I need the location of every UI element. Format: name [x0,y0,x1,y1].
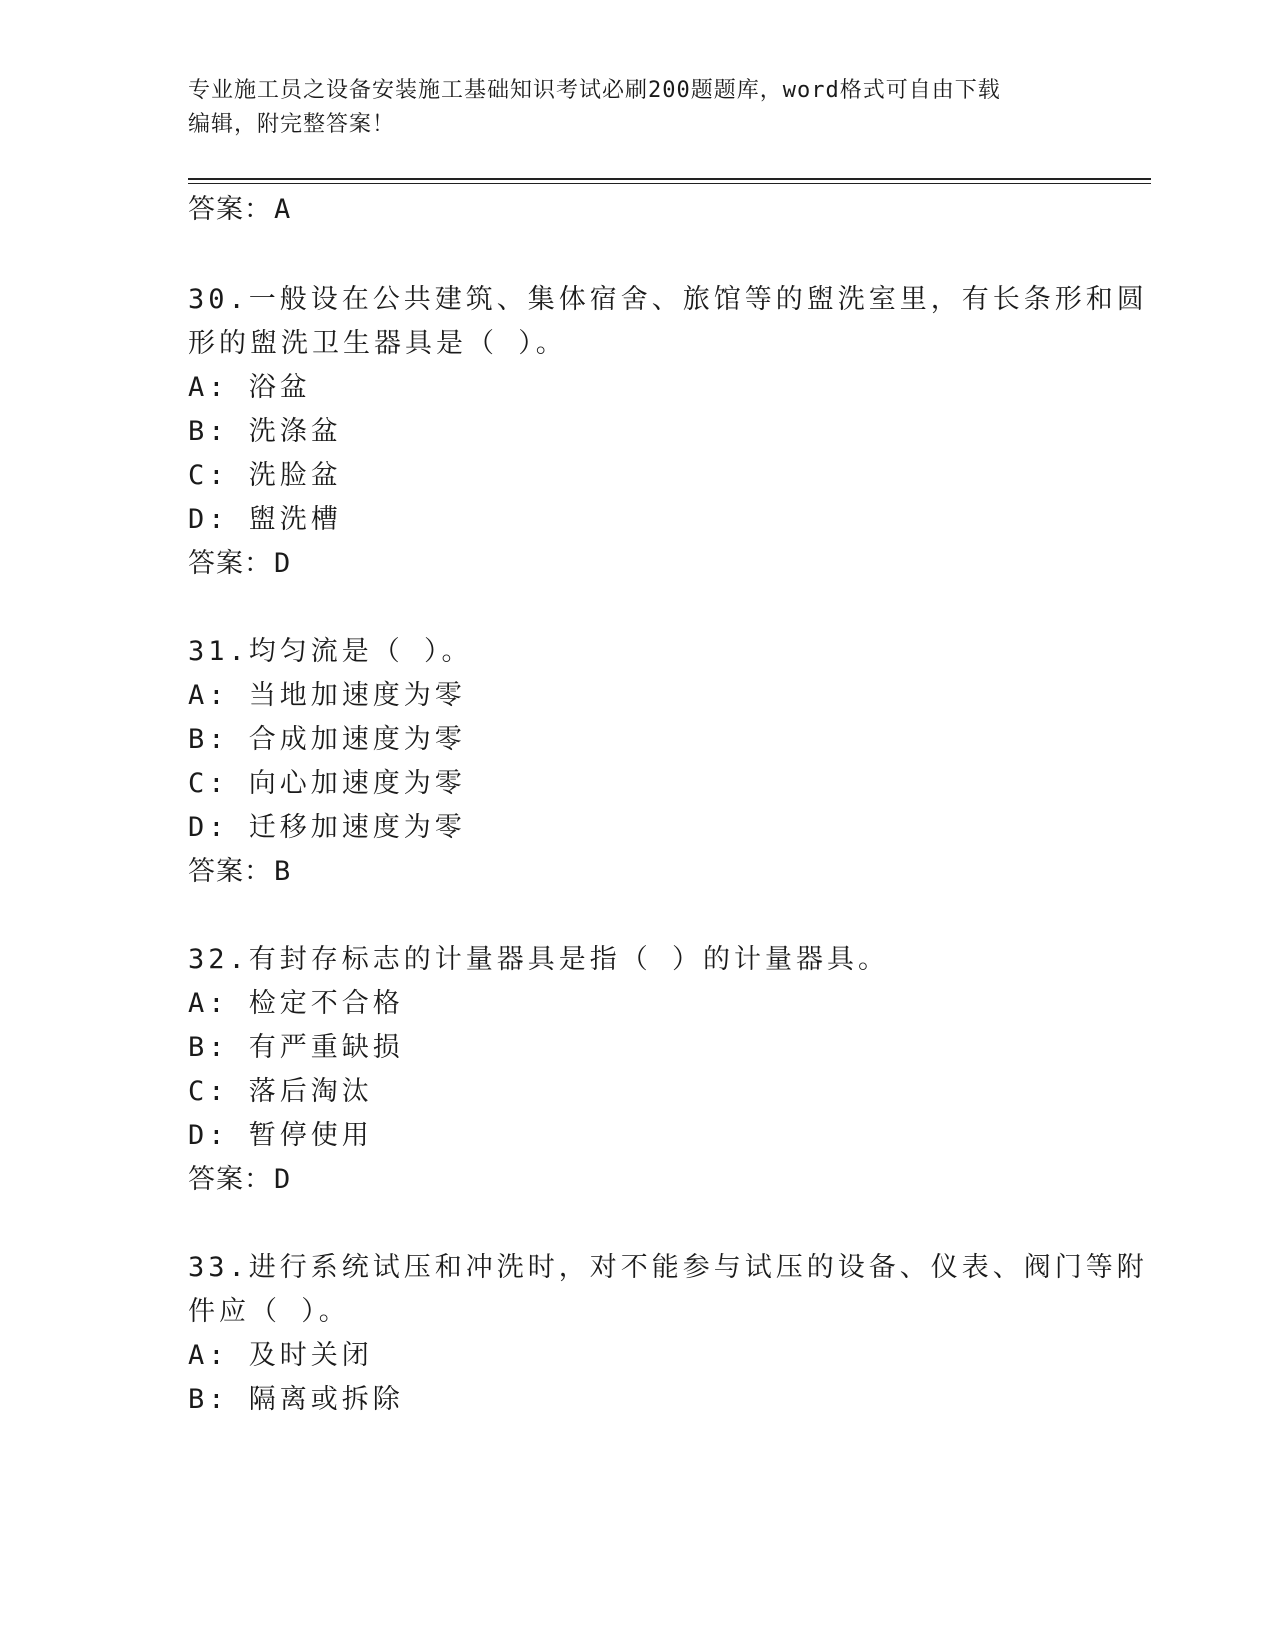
question-32-answer [188,1160,291,1200]
question-33-stem-line-1: 33.进行系统试压和冲洗时，对不能参与试压的设备、仪表、阀门等附 [188,1252,1148,1283]
header-line-1: 专业施工员之设备安装施工基础知识考试必刷200题题库，word格式可自由下载 [188,78,1001,103]
answer-line-prev [188,190,291,230]
answer-label: 答案： [188,548,272,579]
question-30-option-c: C: 洗脸盆 [188,460,342,491]
answer-label: 答案： [188,856,272,887]
answer-label: 答案： [188,1164,272,1195]
question-33-option-b: B: 隔离或拆除 [188,1384,404,1415]
question-30-option-b: B: 洗涤盆 [188,416,342,447]
question-30-option-a: A: 浴盆 [188,372,311,403]
question-30-answer [188,544,291,584]
question-32-option-b: B: 有严重缺损 [188,1032,404,1063]
question-31-stem-line-1: 31.均匀流是（ ）。 [188,636,473,667]
answer-value: B [274,856,292,887]
question-32-option-d: D: 暂停使用 [188,1120,373,1151]
answer-value: A [274,194,292,225]
question-30-stem-line-1: 30.一般设在公共建筑、集体宿舍、旅馆等的盥洗室里，有长条形和圆 [188,284,1148,315]
question-31-option-c: C: 向心加速度为零 [188,768,466,799]
question-30-stem-line-2: 形的盥洗卫生器具是（ ）。 [188,328,567,359]
answer-value: D [274,548,292,579]
header-line-2: 编辑，附完整答案！ [188,112,396,137]
header-divider-thick [188,178,1151,180]
document-header [188,74,1088,142]
answer-label: 答案： [188,194,272,225]
question-33-option-a: A: 及时关闭 [188,1340,373,1371]
header-divider-thin [188,183,1151,184]
question-33-stem-line-2: 件应（ ）。 [188,1296,350,1327]
question-32-option-a: A: 检定不合格 [188,988,404,1019]
question-31-option-b: B: 合成加速度为零 [188,724,466,755]
question-31-answer [188,852,291,892]
question-31-option-a: A: 当地加速度为零 [188,680,466,711]
question-32-option-c: C: 落后淘汰 [188,1076,373,1107]
question-32-stem-line-1: 32.有封存标志的计量器具是指（ ）的计量器具。 [188,944,890,975]
question-30-option-d: D: 盥洗槽 [188,504,342,535]
answer-value: D [274,1164,292,1195]
question-31-option-d: D: 迁移加速度为零 [188,812,466,843]
